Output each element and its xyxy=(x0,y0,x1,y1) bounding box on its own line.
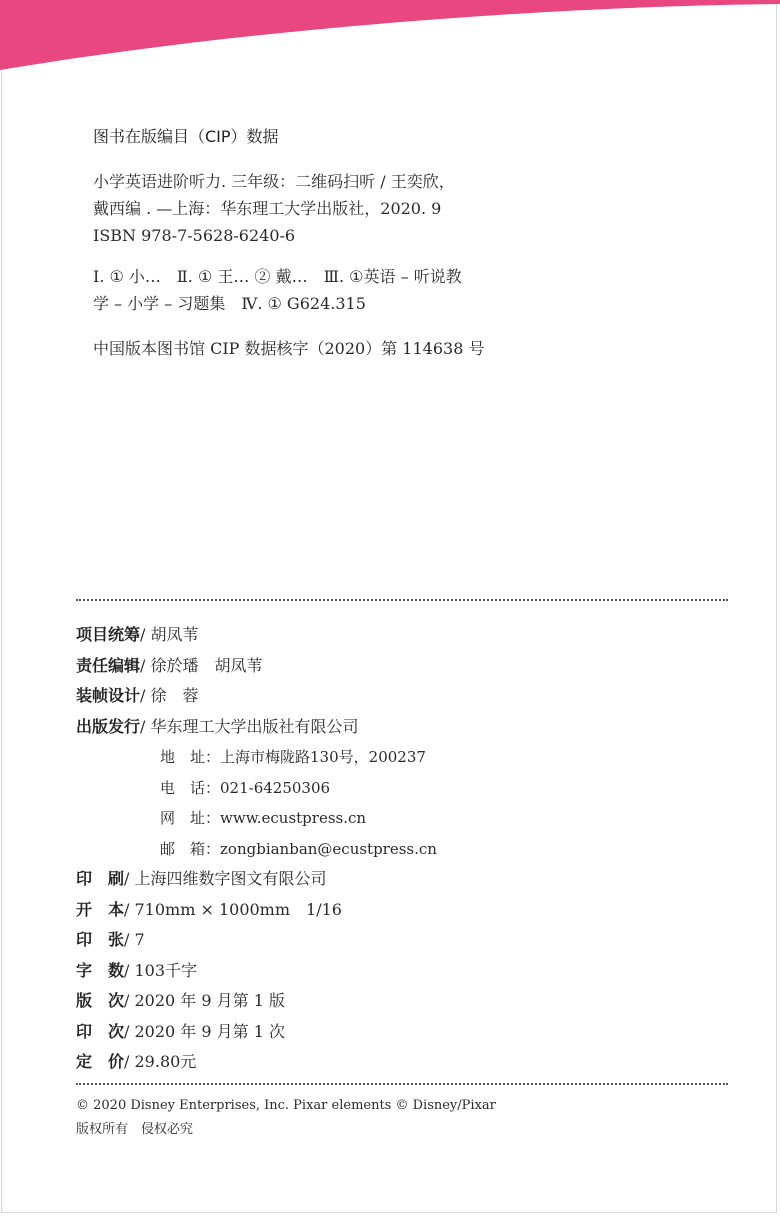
dotted-divider-bottom xyxy=(76,1083,728,1085)
credit-row-editor: 责任编辑/ 徐於璠 胡凤苇 xyxy=(76,655,263,675)
credit-row-printer: 印 刷/ 上海四维数字图文有限公司 xyxy=(76,869,327,888)
cip-title: 图书在版编目（CIP）数据 xyxy=(93,127,279,146)
credit-row-sheets: 印 张/ 7 xyxy=(76,930,145,949)
credit-row-price: 定 价/ 29.80元 xyxy=(76,1052,197,1071)
cip-number: 中国版本图书馆 CIP 数据核字（2020）第 114638 号 xyxy=(93,339,485,358)
cip-block xyxy=(93,124,733,362)
credits-block xyxy=(76,620,736,1078)
cip-line: Ⅰ. ① 小… Ⅱ. ① 王… ② 戴… Ⅲ. ①英语 – 听说教 xyxy=(93,267,462,286)
cip-isbn: ISBN 978-7-5628-6240-6 xyxy=(93,226,296,245)
pink-header-band xyxy=(0,0,780,80)
credit-row-printing: 印 次/ 2020 年 9 月第 1 次 xyxy=(76,1021,286,1041)
rights-line: 版权所有 侵权必究 xyxy=(76,1122,194,1137)
dotted-divider-top xyxy=(76,599,728,601)
credit-row-address: 地 址：上海市梅陇路130号，200237 xyxy=(160,748,426,766)
cip-line: 小学英语进阶听力. 三年级：二维码扫听 / 王奕欣， xyxy=(93,172,455,191)
credit-row-website: 网 址：www.ecustpress.cn xyxy=(160,809,367,827)
credit-row-project: 项目统筹/ 胡凤苇 xyxy=(76,625,199,644)
credit-row-email: 邮 箱：zongbianban@ecustpress.cn xyxy=(160,839,437,858)
copyright-line: © 2020 Disney Enterprises, Inc. Pixar elements © Disney/Pixar xyxy=(76,1098,496,1113)
cip-line: 戴西编 . —上海：华东理工大学出版社，2020. 9 xyxy=(93,199,442,218)
credit-row-format: 开 本/ 710mm × 1000mm 1/16 xyxy=(76,899,342,919)
cip-line: 学 – 小学 – 习题集 Ⅳ. ① G624.315 xyxy=(93,294,366,313)
credit-row-design: 装帧设计/ 徐 蓉 xyxy=(76,686,199,705)
credit-row-words: 字 数/ 103千字 xyxy=(76,960,198,980)
footer xyxy=(76,1094,496,1142)
credit-row-phone: 电 话：021-64250306 xyxy=(160,778,331,797)
credit-row-publisher: 出版发行/ 华东理工大学出版社有限公司 xyxy=(76,716,359,736)
credit-row-edition: 版 次/ 2020 年 9 月第 1 版 xyxy=(76,991,286,1010)
